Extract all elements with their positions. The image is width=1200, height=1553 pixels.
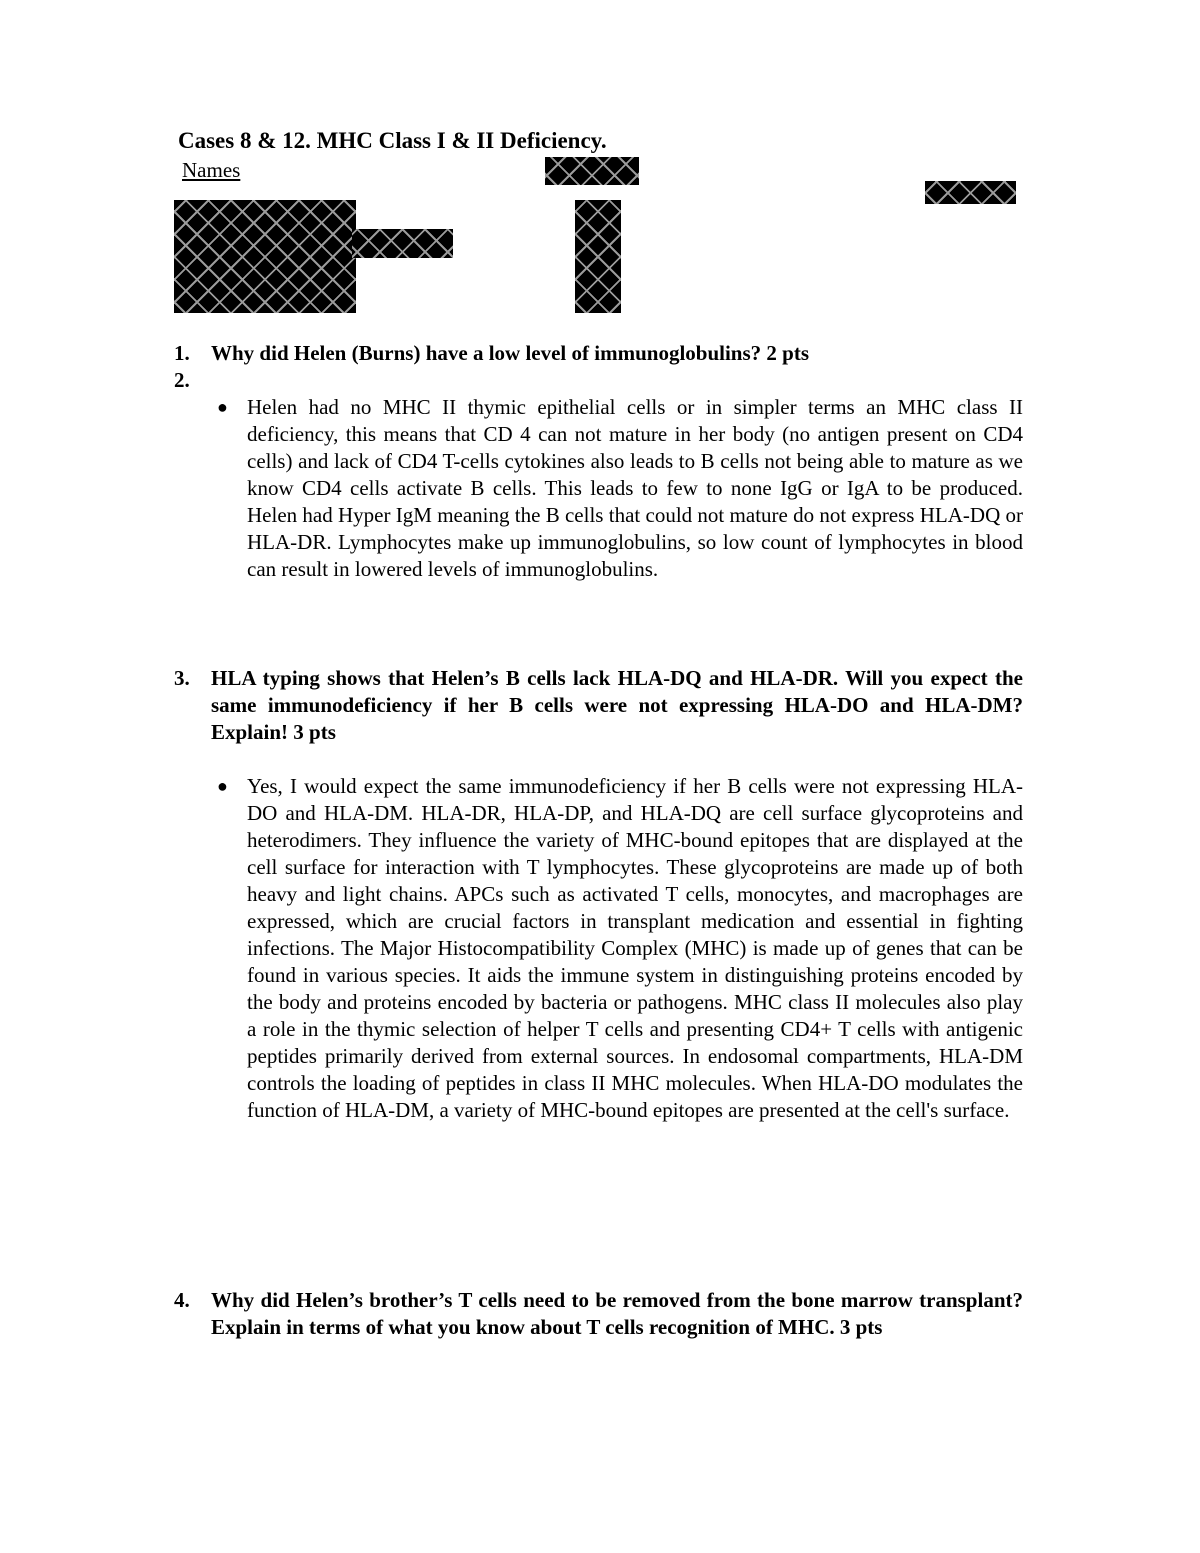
- redaction-block: [545, 157, 639, 185]
- question-number: 3.: [174, 666, 190, 690]
- question-number: 2.: [174, 368, 190, 392]
- bullet-icon: ●: [217, 397, 228, 417]
- answer-text: Helen had no MHC II thymic epithelial cells or in simpler terms an MHC class II deficiency, this means that CD 4 can not mature in her body (no antigen present on CD4 cells) and lack of CD4 T-cells cytokines also leads to B cells not being able to mature as we know CD4 cells activate B cells. This leads to few to none IgG or IgA to be produced. Helen had Hyper IgM meaning the B cells that could not mature do not express HLA-DQ or HLA-DR. Lymphocytes make up immunoglobulins, so low count of lymphocytes in blood can result in lowered levels of immunoglobulins.: [247, 395, 1023, 581]
- document-title: Cases 8 & 12. MHC Class I & II Deficiency.: [178, 128, 607, 153]
- answer-text: Yes, I would expect the same immunodeficiency if her B cells were not expressing HLA-DO and HLA-DM. HLA-DR, HLA-DP, and HLA-DQ are cell surface glycoproteins and heterodimers. They influence the variety of MHC-bound epitopes that are displayed at the cell surface for interaction with T lymphocytes. These glycoproteins are made up of both heavy and light chains. APCs such as activated T cells, monocytes, and macrophages are expressed, which are crucial factors in transplant medication and essential in fighting infections. The Major Histocompatibility Complex (MHC) is made up of genes that can be found in various species. It aids the immune system in distinguishing proteins encoded by the body and proteins encoded by bacteria or pathogens. MHC class II molecules also play a role in the thymic selection of helper T cells and presenting CD4+ T cells with antigenic peptides primarily derived from external sources. In endosomal compartments, HLA-DM controls the loading of peptides in class II MHC molecules. When HLA-DO modulates the function of HLA-DM, a variety of MHC-bound epitopes are presented at the cell's surface.: [247, 774, 1023, 1122]
- question-number: 1.: [174, 341, 190, 365]
- redaction-block: [352, 229, 453, 258]
- question-text: Why did Helen (Burns) have a low level of immunoglobulins? 2 pts: [211, 341, 809, 365]
- names-label: Names: [182, 158, 241, 182]
- bullet-icon: ●: [217, 776, 228, 796]
- question-text: Why did Helen’s brother’s T cells need to be removed from the bone marrow transplant? Explain in terms of what you know about T cells recognition of MHC. 3 pts: [211, 1288, 1023, 1339]
- question-text: HLA typing shows that Helen’s B cells lack HLA-DQ and HLA-DR. Will you expect the same immunodeficiency if her B cells were not expressing HLA-DO and HLA-DM? Explain! 3 pts: [211, 666, 1023, 744]
- question-number: 4.: [174, 1288, 190, 1312]
- redaction-block: [575, 200, 621, 313]
- redaction-block: [174, 200, 356, 313]
- redaction-block: [925, 181, 1016, 204]
